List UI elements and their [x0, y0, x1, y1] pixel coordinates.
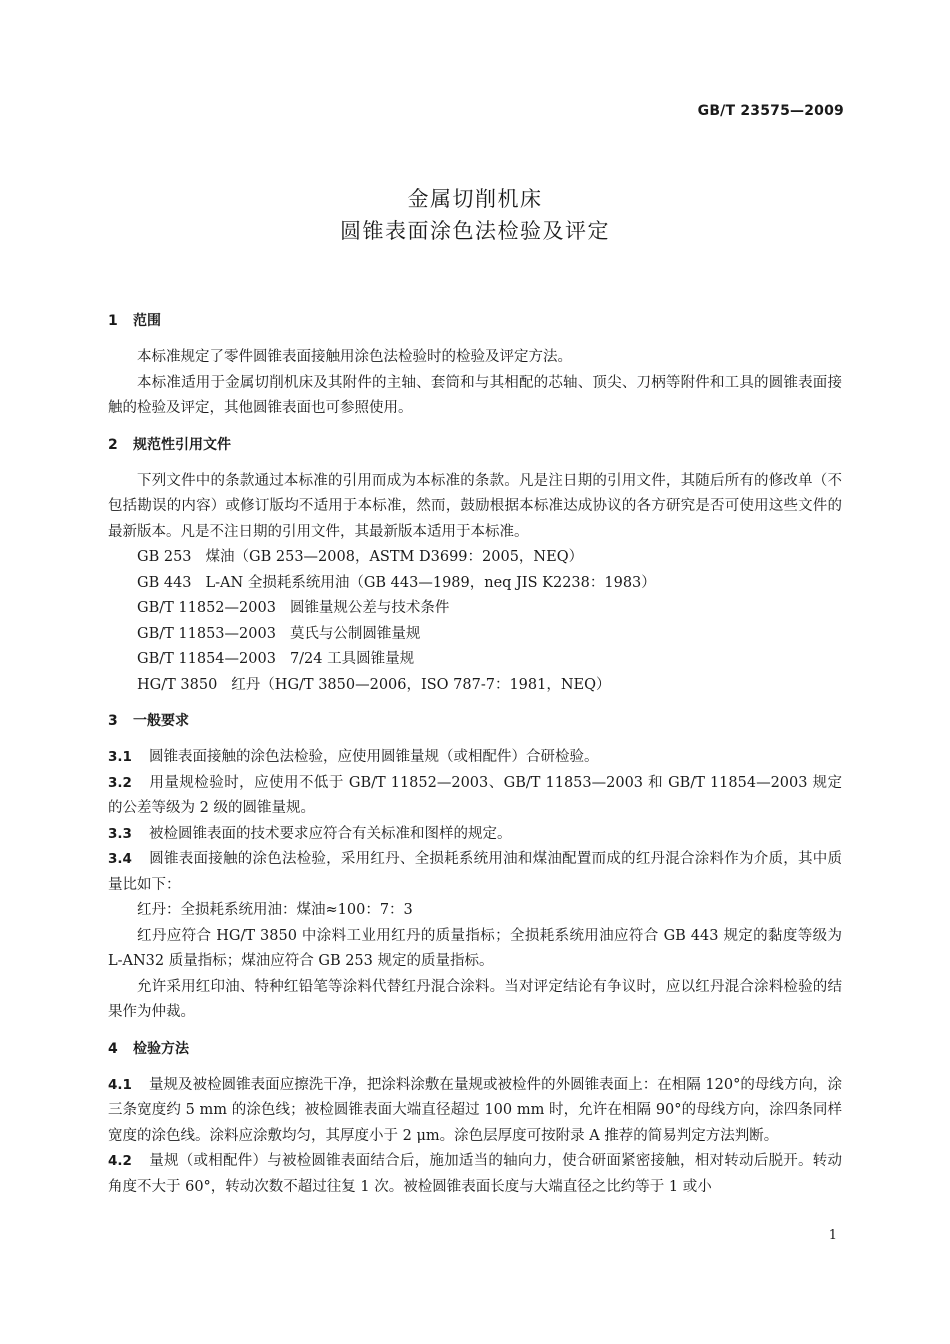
section-number: 4	[108, 1040, 118, 1057]
reference-code: GB 253	[137, 549, 192, 565]
section-3-paragraph-a: 红丹应符合 HG/T 3850 中涂料工业用红丹的质量指标；全损耗系统用油应符合 GB 443 规定的黏度等级为 L-AN32 质量指标；煤油应符合 GB 253 规定的质量指标。	[108, 927, 842, 969]
clause-text: 圆锥表面接触的涂色法检验，应使用圆锥量规（或相配件）合研检验。	[149, 749, 599, 765]
clause-3-4	[108, 847, 842, 898]
section-number: 1	[108, 313, 118, 329]
reference-code: GB 443	[137, 574, 192, 591]
reference-title: 煤油（GB 253—2008，ASTM D3699：2005，NEQ）	[205, 549, 584, 565]
section-3-heading	[108, 709, 842, 734]
clause-text: 用量规检验时，应使用不低于 GB/T 11852—2003、GB/T 11853—2003 和 GB/T 11854—2003 规定的公差等级为 2 级的圆锥量规。	[108, 774, 842, 816]
clause-4-1	[108, 1073, 842, 1150]
clause-number: 4.2	[108, 1153, 132, 1169]
document-body	[108, 298, 842, 1200]
reference-item	[108, 673, 842, 699]
section-1-heading	[108, 309, 842, 334]
section-3-paragraph-b: 允许采用红印油、特种红铅笔等涂料代替红丹混合涂料。当对评定结论有争议时，应以红丹混合涂料检验的结果作为仲裁。	[108, 978, 842, 1020]
clause-number: 3.2	[108, 774, 132, 791]
section-1-paragraph-1: 本标准规定了零件圆锥表面接触用涂色法检验时的检验及评定方法。	[137, 349, 572, 365]
clause-text: 圆锥表面接触的涂色法检验，采用红丹、全损耗系统用油和煤油配置而成的红丹混合涂料作为介质，其中质量比如下：	[108, 851, 842, 893]
clause-3-2	[108, 771, 842, 822]
section-4-heading	[108, 1037, 842, 1062]
reference-code: GB/T 11853—2003	[137, 625, 276, 642]
reference-title: 7/24 工具圆锥量规	[289, 651, 415, 667]
section-title: 规范性引用文件	[133, 436, 231, 453]
reference-item	[108, 571, 842, 597]
section-title: 检验方法	[133, 1040, 189, 1057]
section-1-paragraph-2: 本标准适用于金属切削机床及其附件的主轴、套筒和与其相配的芯轴、顶尖、刀柄等附件和工具的圆锥表面接触的检验及评定，其他圆锥表面也可参照使用。	[108, 374, 842, 416]
reference-code: HG/T 3850	[137, 676, 218, 693]
reference-title: 红丹（HG/T 3850—2006，ISO 787-7：1981，NEQ）	[231, 676, 611, 693]
clause-text: 量规及被检圆锥表面应擦洗干净，把涂料涂敷在量规或被检件的外圆锥表面上：在相隔 120°的母线方向，涂三条宽度约 5 mm 的涂色线；被检圆锥表面大端直径超过 100 mm 时，允许在相隔 90°的母线方向，涂四条同样宽度的涂色线。涂料应涂敷均匀，其厚度小于 2 μm。涂色层厚度可按附录 A 推荐的简易判定方法判断。	[108, 1076, 842, 1144]
document-title	[0, 183, 950, 247]
title-line-2: 圆锥表面涂色法检验及评定	[340, 219, 610, 243]
reference-title: 圆锥量规公差与技术条件	[289, 600, 450, 616]
clause-4-2	[108, 1149, 842, 1200]
reference-item	[108, 647, 842, 673]
title-line-1: 金属切削机床	[407, 187, 543, 211]
reference-code: GB/T 11854—2003	[137, 651, 276, 667]
section-2-paragraph: 下列文件中的条款通过本标准的引用而成为本标准的条款。凡是注日期的引用文件，其随后所有的修改单（不包括勘误的内容）或修订版均不适用于本标准，然而，鼓励根据本标准达成协议的各方研究是否可使用这些文件的最新版本。凡是不注日期的引用文件，其最新版本适用于本标准。	[108, 472, 842, 540]
clause-text: 量规（或相配件）与被检圆锥表面结合后，施加适当的轴向力，使合研面紧密接触，相对转动后脱开。转动角度不大于 60°，转动次数不超过往复 1 次。被检圆锥表面长度与大端直径之比约等于 1 或小	[108, 1153, 842, 1195]
section-number: 3	[108, 713, 118, 729]
section-title: 范围	[133, 313, 161, 329]
reference-item	[108, 596, 842, 622]
section-title: 一般要求	[133, 713, 189, 729]
clause-number: 3.3	[108, 825, 132, 842]
reference-item	[108, 622, 842, 648]
reference-title: L-AN 全损耗系统用油（GB 443—1989，neq JIS K2238：1983）	[205, 574, 656, 591]
clause-number: 3.4	[108, 851, 132, 867]
clause-text: 被检圆锥表面的技术要求应符合有关标准和图样的规定。	[149, 825, 512, 842]
reference-item	[108, 545, 842, 571]
clause-number: 3.1	[108, 749, 132, 765]
page-number: 1	[828, 1228, 837, 1243]
clause-3-3	[108, 822, 842, 848]
reference-code: GB/T 11852—2003	[137, 600, 276, 616]
mixture-ratio-formula: 红丹：全损耗系统用油：煤油≈100：7：3	[137, 902, 413, 918]
standard-code: GB/T 23575—2009	[697, 103, 844, 119]
section-number: 2	[108, 436, 118, 453]
section-2-heading	[108, 433, 842, 458]
reference-title: 莫氏与公制圆锥量规	[289, 625, 421, 642]
clause-number: 4.1	[108, 1076, 132, 1093]
clause-3-1	[108, 745, 842, 771]
